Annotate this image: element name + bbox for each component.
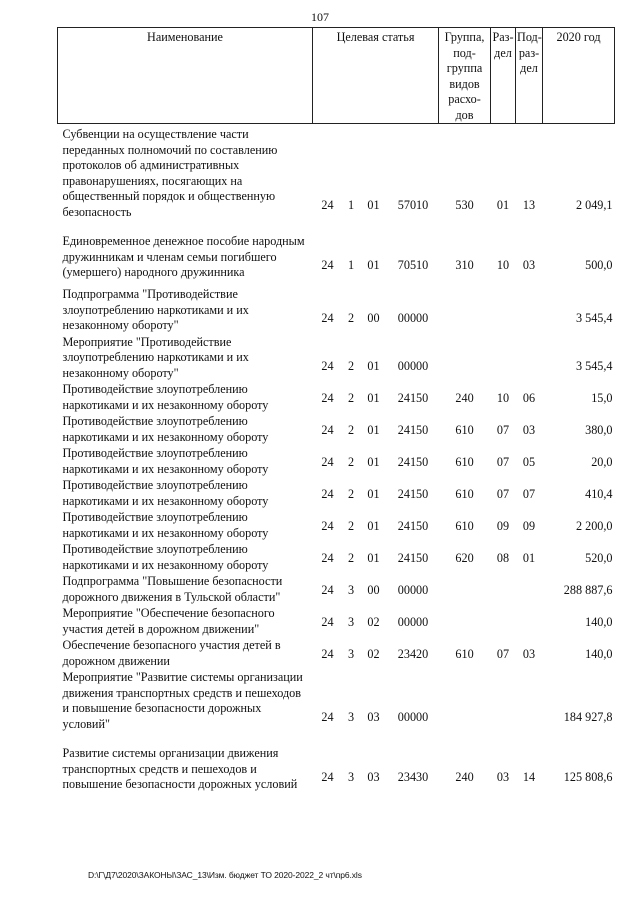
cell-amount: 520,0 [585,550,613,565]
cell-name: Противодействие злоупотреблению наркотиками и их незаконному обороту [62,446,269,476]
cell-c: 01 [367,486,380,501]
cell-group [439,606,491,637]
table-row [58,382,615,413]
cell-a: 24 [321,709,334,724]
cell-b: 2 [347,518,355,533]
cell-b: 3 [347,770,355,784]
cell-amount: 15,0 [591,390,613,405]
cell-sub: 07 [522,486,536,501]
cell-amount: 20,0 [591,454,613,469]
header-target: Целевая статья [313,28,439,124]
cell-a: 24 [321,550,334,565]
cell-b: 3 [347,614,355,629]
cell-name: Противодействие злоупотреблению наркотиками и их незаконному обороту [62,414,269,444]
table-row [58,542,615,573]
cell-a: 24 [321,614,334,629]
cell-d: 00000 [397,582,429,597]
cell-sub: 06 [522,390,536,405]
cell-b: 2 [347,454,355,469]
cell-sub: 03 [522,258,536,272]
cell-d: 23430 [397,770,429,784]
cell-sub [516,335,543,382]
cell-c: 03 [367,709,380,724]
cell-c: 01 [367,518,380,533]
cell-sec: 07 [496,422,510,437]
cell-d: 24150 [397,486,429,501]
table-row [58,478,615,509]
cell-sub: 03 [522,422,536,437]
cell-a: 24 [321,486,334,501]
cell-b: 3 [347,709,355,724]
cell-sub: 01 [522,550,536,565]
cell-amount: 3 545,4 [575,311,613,325]
table-row [58,414,615,445]
cell-b: 1 [347,258,355,272]
cell-sub [516,286,543,334]
cell-sec: 07 [496,646,510,661]
cell-name: Противодействие злоупотреблению наркотиками и их незаконному обороту [62,542,269,572]
cell-name: Противодействие злоупотреблению наркотиками и их незаконному обороту [62,478,269,508]
cell-amount: 2 200,0 [575,518,613,533]
cell-group: 610 [455,518,474,533]
cell-sec: 01 [496,197,510,212]
cell-a: 24 [321,518,334,533]
cell-c: 00 [367,311,380,325]
table-row [58,638,615,669]
cell-group: 610 [455,486,474,501]
cell-name: Обеспечение безопасного участия детей в дорожном движении [62,638,281,668]
cell-a: 24 [321,311,334,325]
cell-d: 00000 [397,709,429,724]
cell-group: 530 [455,197,474,212]
cell-c: 01 [367,390,380,405]
cell-name: Подпрограмма "Повышение безопасности дорожного движения в Тульской области" [62,574,283,604]
table-row [58,746,615,793]
cell-sec: 10 [496,258,510,272]
cell-amount: 380,0 [585,422,613,437]
cell-sec: 03 [496,770,510,784]
cell-sec: 07 [496,486,510,501]
cell-d: 24150 [397,390,429,405]
cell-name: Подпрограмма "Противодействие злоупотреблению наркотиками и их незаконному обороту" [62,287,249,332]
cell-b: 3 [347,582,355,597]
cell-amount: 500,0 [585,258,613,272]
cell-amount: 288 887,6 [563,582,613,597]
cell-a: 24 [321,454,334,469]
cell-group [439,335,491,382]
cell-b: 2 [347,311,355,325]
cell-sec [491,286,516,334]
cell-name: Противодействие злоупотреблению наркотиками и их незаконному обороту [62,510,269,540]
cell-c: 03 [367,770,380,784]
cell-d: 00000 [397,311,429,325]
table-row [58,446,615,477]
cell-sec [491,335,516,382]
cell-sec [491,670,516,732]
cell-d: 24150 [397,422,429,437]
cell-sub: 05 [522,454,536,469]
cell-amount: 140,0 [585,614,613,629]
cell-name: Мероприятие "Обеспечение безопасного участия детей в дорожном движении" [62,606,275,636]
cell-amount: 410,4 [585,486,613,501]
cell-d: 57010 [397,197,429,212]
cell-group: 240 [455,770,474,784]
row-spacer [58,732,615,746]
cell-name: Мероприятие "Противодействие злоупотреблению наркотиками и их незаконному обороту" [62,334,249,380]
cell-amount: 125 808,6 [563,770,613,784]
page-number: 107 [311,10,329,24]
cell-b: 2 [347,390,355,405]
cell-b: 1 [347,197,355,212]
cell-b: 2 [347,422,355,437]
cell-d: 70510 [397,258,429,272]
cell-group: 620 [455,550,474,565]
cell-a: 24 [321,197,334,212]
header-subsection: Под-раз-дел [516,28,543,124]
cell-group: 240 [455,390,474,405]
cell-group: 310 [455,258,474,272]
cell-amount: 140,0 [585,646,613,661]
table-row [58,335,615,382]
cell-amount: 2 049,1 [575,197,613,212]
cell-group: 610 [455,646,474,661]
cell-a: 24 [321,646,334,661]
cell-a: 24 [321,258,334,272]
cell-d: 24150 [397,550,429,565]
cell-c: 01 [367,197,380,212]
cell-a: 24 [321,390,334,405]
cell-name: Мероприятие "Развитие системы организации движения транспортных средств и пешеходов и повышение безопасности дорожных условий" [62,670,303,731]
table-row [58,574,615,605]
row-spacer [58,220,615,234]
cell-sub: 14 [522,770,536,784]
cell-sub [516,670,543,732]
cell-d: 24150 [397,518,429,533]
cell-group: 610 [455,454,474,469]
table-row [58,286,615,334]
cell-sub: 09 [522,518,536,533]
cell-c: 02 [367,646,380,661]
cell-sec [491,606,516,637]
cell-d: 00000 [397,358,429,373]
cell-sec: 08 [496,550,510,565]
header-section: Раз-дел [491,28,516,124]
cell-c: 01 [367,358,380,373]
cell-sec: 10 [496,390,510,405]
cell-sec: 09 [496,518,510,533]
cell-sec [491,574,516,605]
cell-b: 3 [347,646,355,661]
header-group: Группа, под-группа видов расхо-дов [439,28,491,124]
table-row [58,606,615,637]
budget-table [57,27,615,793]
cell-c: 01 [367,422,380,437]
cell-a: 24 [321,770,334,784]
table-row [58,234,615,281]
table-header [58,28,615,124]
file-path-footer: D:\Г\Д7\2020\ЗАКОНЫ\ЗАС_13\Изм. бюджет ТО 2020-2022_2 чт\пр6.xls [88,870,362,880]
cell-sub: 13 [522,197,536,212]
cell-sec: 07 [496,454,510,469]
header-name: Наименование [58,28,313,124]
cell-c: 01 [367,258,380,272]
cell-c: 02 [367,614,380,629]
cell-a: 24 [321,358,334,373]
cell-amount: 184 927,8 [563,709,613,724]
cell-group: 610 [455,422,474,437]
cell-amount: 3 545,4 [575,358,613,373]
cell-name: Единовременное денежное пособие народным дружинникам и членам семьи погибшего (умершего) народного дружинника [62,234,305,279]
cell-b: 2 [347,550,355,565]
cell-c: 01 [367,550,380,565]
cell-name: Противодействие злоупотреблению наркотиками и их незаконному обороту [62,382,269,412]
cell-name: Субвенции на осуществление части переданных полномочий по составлению протоколов об административных правонарушениях, посягающих на общественный порядок и общественную безопасность [62,127,278,219]
cell-sub [516,574,543,605]
cell-sub [516,606,543,637]
table-row [58,127,615,220]
cell-d: 24150 [397,454,429,469]
cell-b: 2 [347,486,355,501]
cell-name: Развитие системы организации движения транспортных средств и пешеходов и повышение безопасности дорожных условий [62,746,298,791]
table-row [58,670,615,732]
cell-sub: 03 [522,646,536,661]
cell-d: 23420 [397,646,429,661]
cell-b: 2 [347,358,355,373]
cell-group [439,670,491,732]
header-year: 2020 год [543,28,615,124]
cell-group [439,574,491,605]
table-row [58,510,615,541]
cell-c: 01 [367,454,380,469]
cell-c: 00 [367,582,380,597]
cell-a: 24 [321,422,334,437]
cell-d: 00000 [397,614,429,629]
cell-a: 24 [321,582,334,597]
cell-group [439,286,491,334]
